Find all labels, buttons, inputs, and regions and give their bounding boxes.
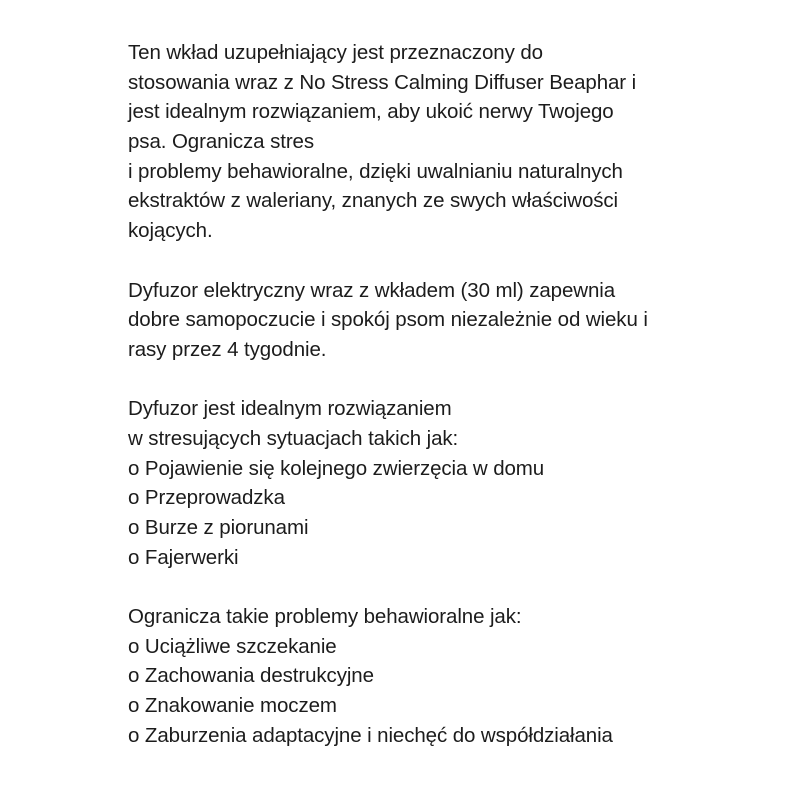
situations-section bbox=[128, 394, 788, 572]
list-item: o Pojawienie się kolejnego zwierzęcia w domu bbox=[128, 456, 545, 480]
paragraph-gap bbox=[128, 365, 788, 395]
paragraph-gap bbox=[128, 572, 788, 602]
situations-intro-line: w stresujących sytuacjach takich jak: bbox=[128, 426, 459, 450]
diffuser-paragraph bbox=[128, 276, 788, 365]
text-line: Ten wkład uzupełniający jest przeznaczony do bbox=[128, 41, 543, 64]
list-item: o Zachowania destrukcyjne bbox=[128, 664, 374, 688]
text-line: i problemy behawioralne, dzięki uwalnianiu naturalnych bbox=[128, 159, 623, 183]
text-line: ekstraktów z waleriany, znanych ze swych właściwości bbox=[128, 189, 619, 213]
text-line: psa. Ogranicza stres bbox=[128, 130, 314, 154]
text-line: stosowania wraz z No Stress Calming Diffuser Beaphar i bbox=[128, 70, 637, 94]
product-description bbox=[128, 38, 788, 751]
list-item: o Przeprowadzka bbox=[128, 486, 285, 510]
list-item: o Uciążliwe szczekanie bbox=[128, 634, 337, 658]
problems-intro: Ogranicza takie problemy behawioralne jak: bbox=[128, 605, 522, 629]
text-line: kojących. bbox=[128, 219, 213, 243]
text-line: dobre samopoczucie i spokój psom niezależnie od wieku i bbox=[128, 308, 648, 332]
paragraph-gap bbox=[128, 246, 788, 276]
list-item: o Znakowanie moczem bbox=[128, 694, 337, 718]
list-item: o Burze z piorunami bbox=[128, 516, 309, 539]
description-paragraph bbox=[128, 38, 788, 246]
list-item: o Fajerwerki bbox=[128, 545, 239, 569]
problems-section bbox=[128, 602, 788, 750]
situations-intro-line: Dyfuzor jest idealnym rozwiązaniem bbox=[128, 397, 452, 421]
text-line: jest idealnym rozwiązaniem, aby ukoić nerwy Twojego bbox=[128, 100, 614, 124]
list-item: o Zaburzenia adaptacyjne i niechęć do współdziałania bbox=[128, 723, 613, 747]
text-line: Dyfuzor elektryczny wraz z wkładem (30 ml) zapewnia bbox=[128, 278, 616, 302]
text-line: rasy przez 4 tygodnie. bbox=[128, 337, 327, 361]
